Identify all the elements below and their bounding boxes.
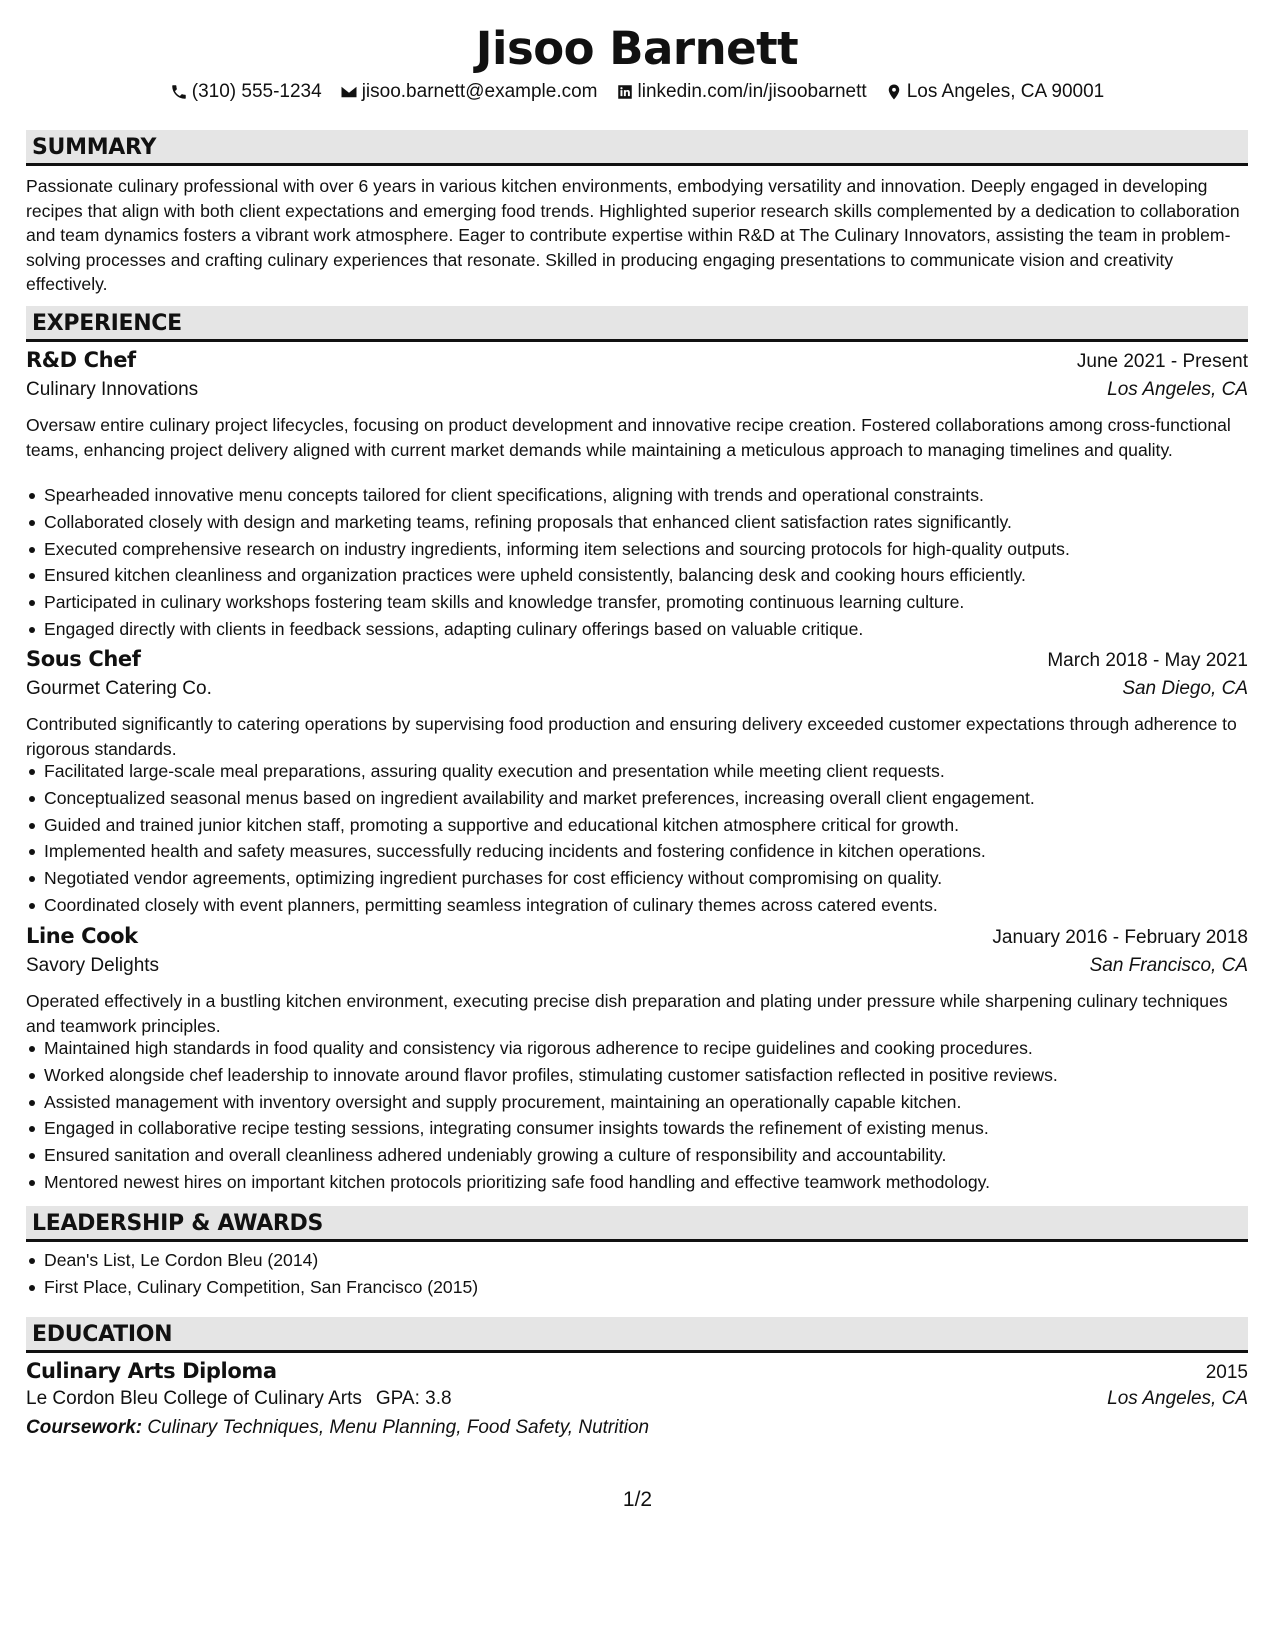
awards-list [26,1247,1266,1301]
section-header-awards [26,1206,1248,1242]
education-school-row [26,1388,1248,1416]
job-company-row [26,379,1248,407]
map-pin-icon [885,83,903,101]
list-item: Collaborated closely with design and marketing teams, refining proposals that enhanced client satisfaction rates significantly. [44,509,1266,536]
job-title-row [26,348,1248,376]
section-title: EXPERIENCE [32,311,182,336]
phone-icon [170,83,188,101]
list-item: Dean's List, Le Cordon Bleu (2014) [44,1247,1266,1274]
linkedin-text: linkedin.com/in/jisoobarnett [637,81,867,102]
list-item: Conceptualized seasonal menus based on ingredient availability and market preferences, increasing overall client engagement. [44,785,1266,812]
list-item: Assisted management with inventory oversight and supply procurement, maintaining an operationally capable kitchen. [44,1089,1266,1116]
email-text: jisoo.barnett@example.com [361,81,598,102]
education-school: Le Cordon Bleu College of Culinary Arts [26,1388,362,1409]
job-dates: June 2021 - Present [1076,351,1248,372]
education-year: 2015 [1205,1362,1248,1383]
job-role: Line Cook [26,924,138,948]
list-item: Engaged directly with clients in feedback sessions, adapting culinary offerings based on valuable critique. [44,616,1266,643]
education-coursework-row [26,1417,1248,1445]
job-location: San Diego, CA [1122,678,1248,699]
job-title-row [26,647,1248,675]
page-number: 1/2 [622,1488,653,1511]
job-company-row [26,955,1248,983]
section-header-education [26,1317,1248,1353]
job-role: Sous Chef [26,647,141,671]
contact-email[interactable] [340,80,598,104]
job-description: Operated effectively in a bustling kitchen environment, executing precise dish preparation and plating under pressure while sharpening culinary techniques and teamwork principles. [26,991,1228,1036]
job-bullets [26,758,1266,919]
list-item: Executed comprehensive research on industry ingredients, informing item selections and sourcing protocols for high-quality outputs. [44,536,1266,563]
job-description: Contributed significantly to catering operations by supervising food production and ensuring delivery exceeded customer expectations through adherence to rigorous standards. [26,714,1237,759]
list-item: Facilitated large-scale meal preparations, assuring quality execution and presentation while meeting client requests. [44,758,1266,785]
education-degree: Culinary Arts Diploma [26,1359,277,1383]
job-location: Los Angeles, CA [1107,379,1248,400]
education-location: Los Angeles, CA [1107,1388,1248,1409]
job-location: San Francisco, CA [1089,955,1248,976]
list-item: Worked alongside chef leadership to innovate around flavor profiles, stimulating customer satisfaction reflected in positive reviews. [44,1062,1266,1089]
coursework-label: Coursework: [26,1417,143,1438]
phone-text: (310) 555-1234 [191,81,322,102]
list-item: Mentored newest hires on important kitchen protocols prioritizing safe food handling and effective teamwork methodology. [44,1169,1266,1196]
job-company-row [26,678,1248,706]
contact-bar [26,80,1248,104]
candidate-name: Jisoo Barnett [475,22,799,75]
job-dates: March 2018 - May 2021 [1047,650,1248,671]
job-role: R&D Chef [26,348,136,372]
list-item: Spearheaded innovative menu concepts tailored for client specifications, aligning with trends and operational constraints. [44,482,1266,509]
job-company: Gourmet Catering Co. [26,678,212,699]
job-company: Savory Delights [26,955,160,976]
section-header-experience [26,306,1248,342]
job-bullets [26,1035,1266,1196]
job-dates: January 2016 - February 2018 [992,927,1248,948]
job-bullets [26,482,1266,643]
list-item: Guided and trained junior kitchen staff, promoting a supportive and educational kitchen atmosphere critical for growth. [44,812,1266,839]
list-item: Negotiated vendor agreements, optimizing ingredient purchases for cost efficiency without compromising on quality. [44,865,1266,892]
list-item: Ensured sanitation and overall cleanliness adhered undeniably growing a culture of responsibility and accountability. [44,1142,1266,1169]
list-item: Maintained high standards in food quality and consistency via rigorous adherence to recipe guidelines and cooking procedures. [44,1035,1266,1062]
summary-text: Passionate culinary professional with over 6 years in various kitchen environments, embodying versatility and innovation. Deeply engaged in developing recipes that align with both client expectations and emerging food trends. Highlighted superior research skills complemented by a dedication to collaboration and team dynamics fosters a vibrant work atmosphere. Eager to contribute expertise within R&D at The Culinary Innovators, assisting the team in problem-solving processes and crafting culinary experiences that resonate. Skilled in producing engaging presentations to communicate vision and creativity effectively. [26,176,1240,294]
education-gpa: GPA: 3.8 [375,1388,452,1409]
section-title: SUMMARY [32,135,157,160]
envelope-icon [340,83,358,101]
section-title: EDUCATION [32,1322,173,1347]
contact-location [885,80,1105,104]
job-company: Culinary Innovations [26,379,199,400]
section-header-summary [26,130,1248,166]
list-item: First Place, Culinary Competition, San Francisco (2015) [44,1274,1266,1301]
location-text: Los Angeles, CA 90001 [906,81,1105,102]
section-title: LEADERSHIP & AWARDS [32,1211,324,1236]
coursework-text: Culinary Techniques, Menu Planning, Food Safety, Nutrition [147,1417,650,1438]
list-item: Implemented health and safety measures, successfully reducing incidents and fostering confidence in kitchen operations. [44,838,1266,865]
job-title-row [26,924,1248,952]
list-item: Coordinated closely with event planners, permitting seamless integration of culinary themes across catered events. [44,892,1266,919]
education-degree-row [26,1359,1248,1387]
list-item: Participated in culinary workshops fostering team skills and knowledge transfer, promoting continuous learning culture. [44,589,1266,616]
linkedin-icon [616,83,634,101]
contact-linkedin[interactable] [616,80,867,104]
list-item: Ensured kitchen cleanliness and organization practices were upheld consistently, balancing desk and cooking hours efficiently. [44,562,1266,589]
job-description: Oversaw entire culinary project lifecycles, focusing on product development and innovative recipe creation. Fostered collaborations among cross-functional teams, enhancing project delivery aligned with current market demands while maintaining a meticulous approach to managing timelines and quality. [26,415,1231,460]
list-item: Engaged in collaborative recipe testing sessions, integrating consumer insights towards the refinement of existing menus. [44,1115,1266,1142]
contact-phone[interactable] [170,80,322,104]
